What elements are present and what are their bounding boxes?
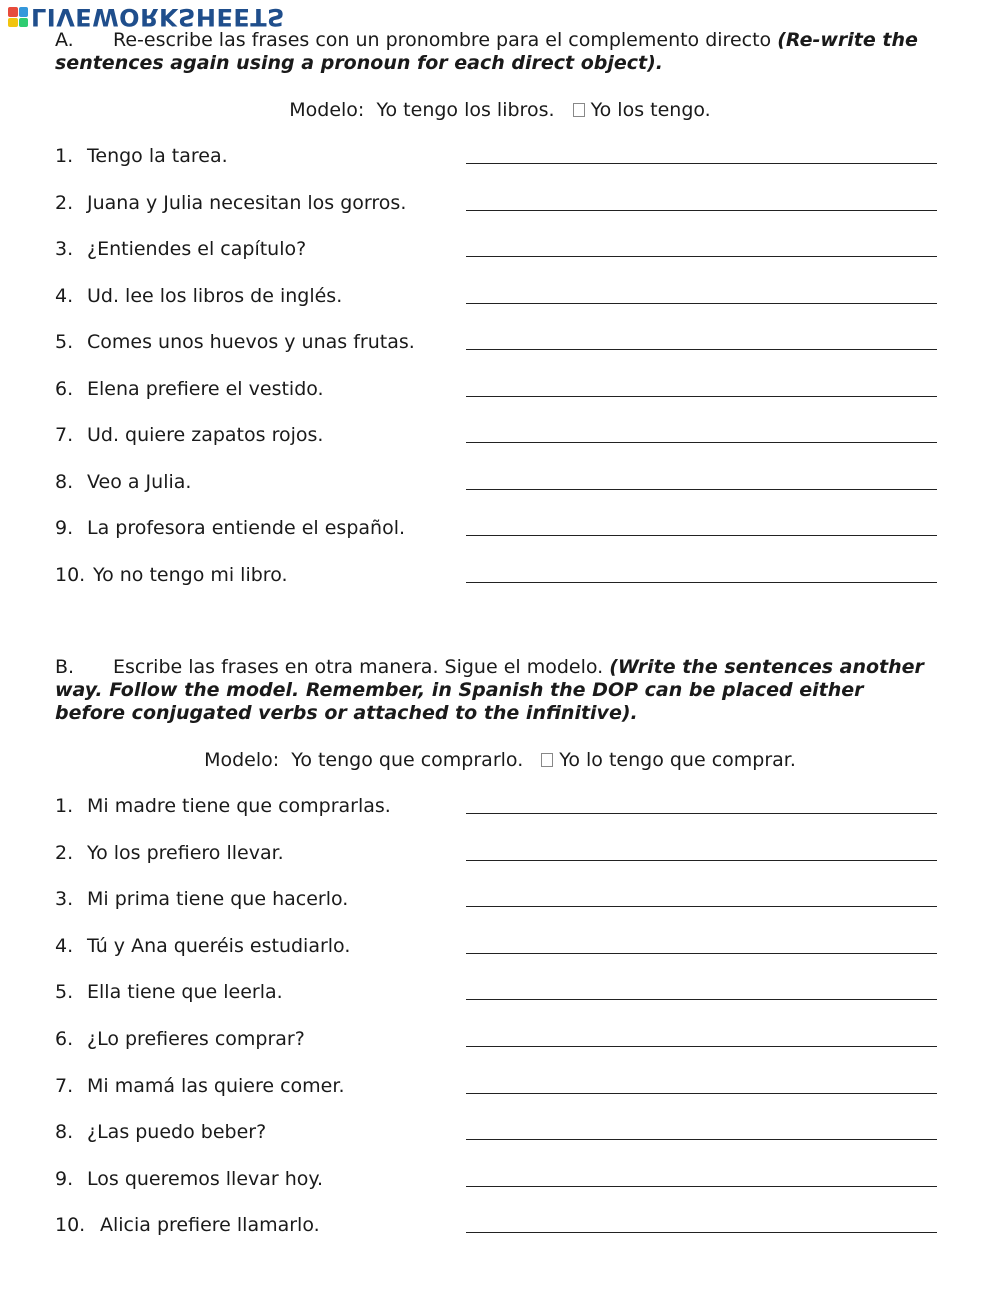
item-number: 6. (55, 1028, 74, 1050)
exercise-item (55, 888, 937, 912)
exercise-item (55, 424, 937, 448)
section-b-instruction: Escribe las frases en otra manera. Sigue el modelo. (113, 656, 610, 678)
model-answer: Yo los tengo. (590, 99, 711, 121)
exercise-item (55, 564, 937, 588)
exercise-item (55, 331, 937, 355)
arrow-icon (573, 103, 585, 117)
answer-line[interactable] (466, 1046, 937, 1047)
item-sentence: ¿Entiendes el capítulo? (87, 238, 307, 260)
exercise-item (55, 1121, 937, 1145)
logo-block-green (19, 18, 29, 28)
item-number: 3. (55, 238, 74, 260)
item-sentence: Tú y Ana queréis estudiarlo. (87, 934, 351, 957)
item-sentence: Mi madre tiene que comprarlas. (87, 795, 391, 817)
item-number: 5. (55, 331, 74, 353)
answer-line[interactable] (466, 442, 937, 443)
exercise-item (55, 238, 937, 262)
model-label: Modelo: (204, 749, 280, 771)
answer-line[interactable] (466, 1139, 937, 1140)
exercise-item (55, 285, 937, 309)
answer-line[interactable] (466, 163, 937, 164)
answer-line[interactable] (466, 1232, 937, 1233)
exercise-item (55, 842, 937, 866)
section-b-instructions (55, 656, 935, 725)
logo-text: LIVEWORKSHEETS (31, 3, 285, 31)
exercise-item (55, 795, 937, 819)
exercise-item (55, 1028, 937, 1052)
item-number: 8. (55, 1121, 74, 1144)
item-number: 2. (55, 191, 74, 214)
item-sentence: ¿Las puedo beber? (87, 1121, 267, 1144)
item-sentence: Mi prima tiene que hacerlo. (87, 888, 349, 911)
item-sentence: Yo los prefiero llevar. (87, 841, 284, 864)
section-a-instructions (55, 29, 935, 75)
answer-line[interactable] (466, 396, 937, 397)
item-sentence: Comes unos huevos y unas frutas. (87, 331, 415, 353)
item-number: 4. (55, 934, 74, 957)
exercise-item (55, 981, 937, 1005)
item-number: 9. (55, 517, 74, 539)
item-sentence: Los queremos llevar hoy. (87, 1167, 323, 1190)
answer-line[interactable] (466, 906, 937, 907)
item-sentence: Ud. quiere zapatos rojos. (87, 424, 324, 446)
section-a-letter: A. (55, 29, 74, 51)
answer-line[interactable] (466, 1186, 937, 1187)
answer-line[interactable] (466, 953, 937, 954)
answer-line[interactable] (466, 489, 937, 490)
answer-line[interactable] (466, 582, 937, 583)
exercise-item (55, 1075, 937, 1099)
item-number: 1. (55, 145, 74, 167)
exercise-item (55, 1214, 937, 1238)
item-number: 10. (55, 1214, 86, 1237)
model-answer: Yo lo tengo que comprar. (559, 749, 796, 771)
item-number: 2. (55, 841, 74, 864)
section-b-instruction-en: (Write the sentences another way. Follow the model. Remember, in Spanish the DOP can be placed either before conjugated verbs or attached to the infinitive). (55, 656, 924, 724)
exercise-item (55, 935, 937, 959)
answer-line[interactable] (466, 349, 937, 350)
section-a-instruction: Re-escribe las frases con un pronombre para el complemento directo (113, 29, 778, 51)
item-number: 9. (55, 1167, 74, 1190)
item-number: 1. (55, 795, 74, 817)
logo-block-blue (19, 7, 29, 17)
item-number: 7. (55, 1074, 74, 1097)
item-number: 8. (55, 470, 74, 493)
exercise-item (55, 192, 937, 216)
answer-line[interactable] (466, 256, 937, 257)
liveworksheets-logo (8, 4, 285, 30)
colored-block-grid-icon (8, 7, 28, 27)
section-b-model (0, 749, 1000, 771)
item-sentence: Elena prefiere el vestido. (87, 377, 324, 400)
exercise-item (55, 517, 937, 541)
item-number: 10. (55, 563, 86, 586)
section-a-instruction-en: (Re-write the sentences again using a pronoun for each direct object). (55, 29, 918, 74)
item-sentence: Juana y Julia necesitan los gorros. (87, 191, 407, 214)
item-sentence: Alicia prefiere llamarlo. (100, 1214, 320, 1237)
answer-line[interactable] (466, 999, 937, 1000)
section-a-model (0, 99, 1000, 121)
answer-line[interactable] (466, 210, 937, 211)
answer-line[interactable] (466, 813, 937, 814)
item-sentence: ¿Lo prefieres comprar? (87, 1028, 305, 1050)
answer-line[interactable] (466, 535, 937, 536)
item-number: 6. (55, 377, 74, 400)
logo-block-red (8, 7, 18, 17)
exercise-item (55, 378, 937, 402)
answer-line[interactable] (466, 303, 937, 304)
exercise-item (55, 145, 937, 169)
item-number: 4. (55, 284, 74, 307)
item-sentence: Veo a Julia. (87, 470, 192, 493)
item-number: 5. (55, 981, 74, 1004)
section-b-letter: B. (55, 656, 75, 678)
answer-line[interactable] (466, 860, 937, 861)
item-sentence: Ud. lee los libros de inglés. (87, 284, 343, 307)
answer-line[interactable] (466, 1093, 937, 1094)
exercise-item (55, 471, 937, 495)
item-sentence: Ella tiene que leerla. (87, 981, 283, 1004)
item-number: 3. (55, 888, 74, 911)
model-sentence: Yo tengo los libros. (376, 99, 555, 121)
item-sentence: Tengo la tarea. (87, 145, 228, 167)
item-sentence: Yo no tengo mi libro. (93, 563, 288, 586)
item-sentence: Mi mamá las quiere comer. (87, 1074, 345, 1097)
logo-block-yellow (8, 18, 18, 28)
item-sentence: La profesora entiende el español. (87, 517, 406, 539)
item-number: 7. (55, 424, 74, 446)
model-sentence: Yo tengo que comprarlo. (291, 749, 524, 771)
arrow-icon (541, 753, 553, 767)
exercise-item (55, 1168, 937, 1192)
model-label: Modelo: (289, 99, 365, 121)
